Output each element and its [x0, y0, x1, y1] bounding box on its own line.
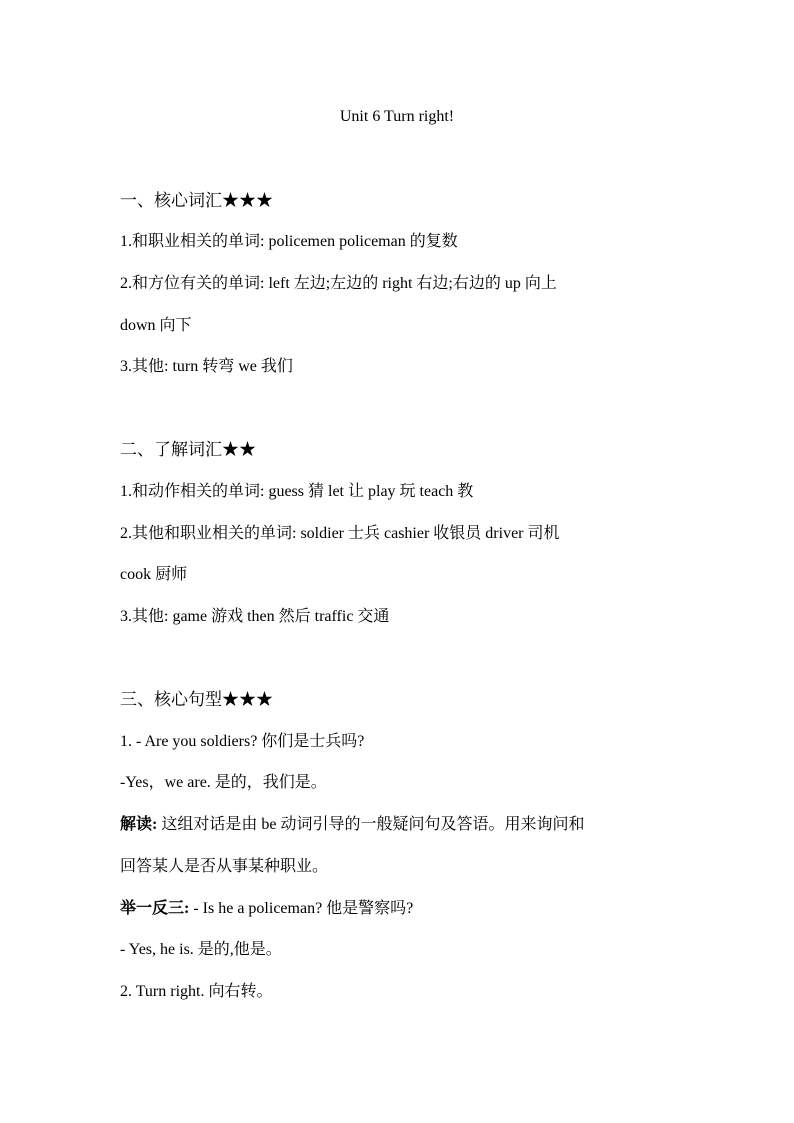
section2-item3: 3.其他: game 游戏 then 然后 traffic 交通	[120, 608, 390, 625]
example-question: - Is he a policeman? 他是警察吗?	[193, 900, 414, 917]
sentence1-answer: -Yes，we are. 是的，我们是。	[120, 774, 327, 791]
section3-heading: 三、核心句型★★★	[120, 690, 273, 709]
section2-item1: 1.和动作相关的单词: guess 猜 let 让 play 玩 teach 教	[120, 483, 474, 500]
example-answer: - Yes, he is. 是的,他是。	[120, 941, 282, 958]
explanation-line	[120, 814, 690, 836]
section1-heading: 一、核心词汇★★★	[120, 191, 273, 210]
example-label: 举一反三:	[120, 900, 190, 917]
sentence1-question: 1. - Are you soldiers? 你们是士兵吗?	[120, 733, 365, 750]
explanation-label: 解读:	[120, 816, 158, 833]
section2-item2-continued: cook 厨师	[120, 566, 188, 583]
sentence2: 2. Turn right. 向右转。	[120, 983, 273, 1000]
section1-item3: 3.其他: turn 转弯 we 我们	[120, 358, 293, 375]
section1-item2-continued: down 向下	[120, 317, 192, 334]
explanation-text: 这组对话是由 be 动词引导的一般疑问句及答语。用来询问和	[161, 816, 585, 833]
example-line	[120, 898, 690, 920]
section2-heading: 二、了解词汇★★	[120, 440, 256, 459]
document-title: Unit 6 Turn right!	[339, 108, 455, 125]
explanation-continued: 回答某人是否从事某种职业。	[120, 858, 329, 875]
section2-item2: 2.其他和职业相关的单词: soldier 士兵 cashier 收银员 driver 司机	[120, 525, 560, 542]
section1-item2: 2.和方位有关的单词: left 左边;左边的 right 右边;右边的 up 向上	[120, 275, 557, 292]
section1-item1: 1.和职业相关的单词: policemen policeman 的复数	[120, 233, 458, 250]
